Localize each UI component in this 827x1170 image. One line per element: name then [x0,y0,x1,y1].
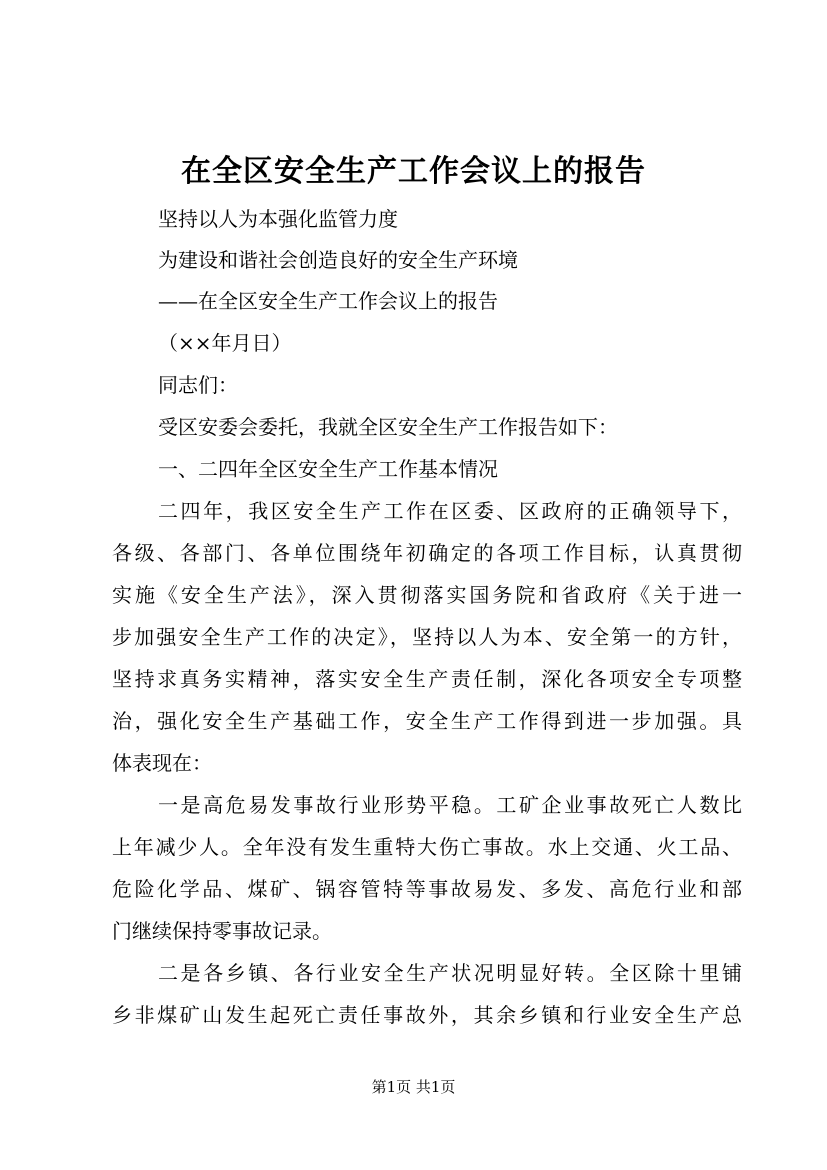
paragraph-1-line: 体表现在： [112,751,212,775]
subtitle-line-1: 坚持以人为本强化监管力度 [158,207,398,231]
paragraph-2-line: 危险化学品、煤矿、锅容管特等事故易发、多发、高危行业和部 [112,877,742,901]
page-footer: 第1页 共1页 [371,1078,456,1096]
paragraph-1-line: 实施《安全生产法》，深入贯彻落实国务院和省政府《关于进一 [112,583,742,607]
paragraph-1-line: 坚持求真务实精神，落实安全生产责任制，深化各项安全专项整 [112,667,742,691]
paragraph-2-line: 上年减少人。全年没有发生重特大伤亡事故。水上交通、火工品、 [112,835,742,859]
paragraph-1-line: 各级、各部门、各单位围绕年初确定的各项工作目标，认真贯彻 [112,541,742,565]
paragraph-3-line: 二是各乡镇、各行业安全生产状况明显好转。全区除十里铺 [158,961,742,985]
paragraph-2-line: 门继续保持零事故记录。 [112,919,332,943]
paragraph-1-line: 二四年，我区安全生产工作在区委、区政府的正确领导下， [158,499,742,523]
paragraph-3-line: 乡非煤矿山发生起死亡责任事故外，其余乡镇和行业安全生产总 [112,1003,742,1027]
paragraph-1-line: 步加强安全生产工作的决定》，坚持以人为本、安全第一的方针， [112,625,742,649]
paragraph-2-line: 一是高危易发事故行业形势平稳。工矿企业事故死亡人数比 [158,793,742,817]
document-title: 在全区安全生产工作会议上的报告 [181,154,646,189]
subtitle-line-3: ——在全区安全生产工作会议上的报告 [158,289,498,313]
section-heading: 一、二四年全区安全生产工作基本情况 [158,457,498,481]
subtitle-line-2: 为建设和谐社会创造良好的安全生产环境 [158,248,518,272]
salutation: 同志们： [158,373,238,397]
opening-sentence: 受区安委会委托，我就全区安全生产工作报告如下： [158,415,618,439]
date-line: （××年月日） [158,331,292,355]
paragraph-1-line: 治，强化安全生产基础工作，安全生产工作得到进一步加强。具 [112,709,742,733]
